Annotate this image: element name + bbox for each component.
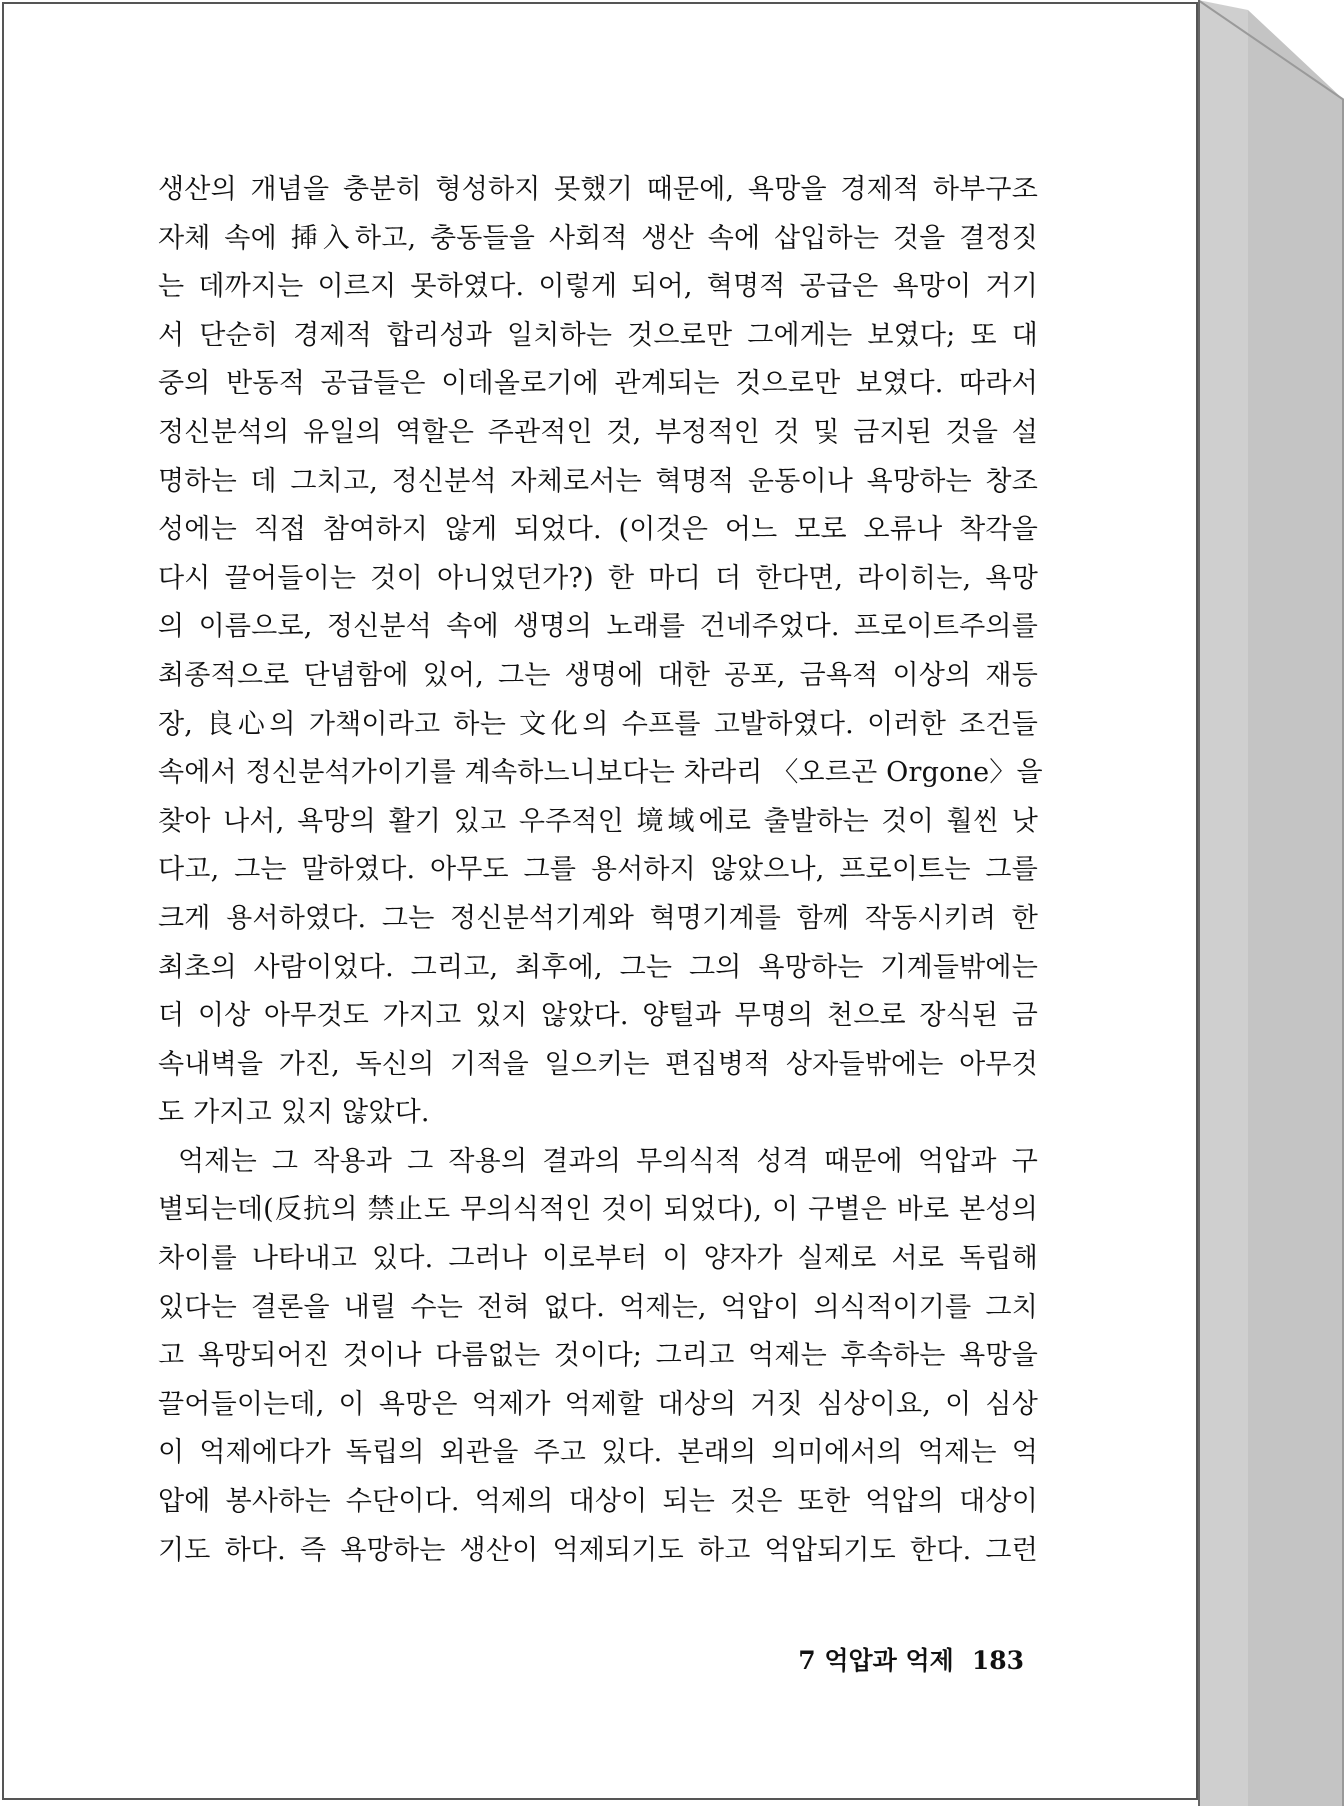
footer-chapter-title: 7 억압과 억제 bbox=[798, 1646, 954, 1675]
text-line: 서 단순히 경제적 합리성과 일치하는 것으로만 그에게는 보였다; 또 대 bbox=[158, 319, 1038, 351]
text-line: 의 이름으로, 정신분석 속에 생명의 노래를 건네주었다. 프로이트주의를 bbox=[158, 611, 1038, 643]
text-line: 기도 하다. 즉 욕망하는 생산이 억제되기도 하고 억압되기도 한다. 그런 bbox=[158, 1534, 1038, 1566]
body-text bbox=[158, 166, 1043, 1575]
text-line: 압에 봉사하는 수단이다. 억제의 대상이 되는 것은 또한 억압의 대상이 bbox=[158, 1486, 1038, 1518]
text-line: 속내벽을 가진, 독신의 기적을 일으키는 편집병적 상자들밖에는 아무것 bbox=[158, 1048, 1038, 1080]
text-line: 장, 良心의 가책이라고 하는 文化의 수프를 고발하였다. 이러한 조건들 bbox=[158, 708, 1038, 740]
text-line: 생산의 개념을 충분히 형성하지 못했기 때문에, 욕망을 경제적 하부구조 bbox=[158, 174, 1038, 205]
text-line: 찾아 나서, 욕망의 활기 있고 우주적인 境域에로 출발하는 것이 훨씬 낫 bbox=[158, 805, 1038, 837]
text-line: 고 욕망되어진 것이나 다름없는 것이다; 그리고 억제는 후속하는 욕망을 bbox=[158, 1340, 1038, 1372]
text-line: 는 데까지는 이르지 못하였다. 이렇게 되어, 혁명적 공급은 욕망이 거기 bbox=[158, 271, 1038, 303]
text-line: 이 억제에다가 독립의 외관을 주고 있다. 본래의 의미에서의 억제는 억 bbox=[158, 1437, 1038, 1469]
text-line: 있다는 결론을 내릴 수는 전혀 없다. 억제는, 억압이 의식적이기를 그치 bbox=[158, 1291, 1038, 1323]
page-number: 183 bbox=[971, 1646, 1024, 1675]
text-line: 더 이상 아무것도 가지고 있지 않았다. 양털과 무명의 천으로 장식된 금 bbox=[158, 1000, 1038, 1032]
book-edge-shadow bbox=[1198, 0, 1344, 1806]
text-line: 성에는 직접 참여하지 않게 되었다. (이것은 어느 모로 오류나 착각을 bbox=[158, 514, 1038, 546]
text-line: 다시 끌어들이는 것이 아니었던가?) 한 마디 더 한다면, 라이히는, 욕망 bbox=[158, 562, 1038, 594]
text-line: 차이를 나타내고 있다. 그러나 이로부터 이 양자가 실제로 서로 독립해 bbox=[158, 1243, 1038, 1275]
text-line: 명하는 데 그치고, 정신분석 자체로서는 혁명적 운동이나 욕망하는 창조 bbox=[158, 465, 1038, 497]
text-line: 정신분석의 유일의 역할은 주관적인 것, 부정적인 것 및 금지된 것을 설 bbox=[158, 416, 1038, 448]
text-line: 속에서 정신분석가이기를 계속하느니보다는 차라리 〈오르곤 Orgone〉을 bbox=[158, 757, 1043, 789]
text-line: 최초의 사람이었다. 그리고, 최후에, 그는 그의 욕망하는 기계들밖에는 bbox=[158, 951, 1038, 983]
text-line: 크게 용서하였다. 그는 정신분석기계와 혁명기계를 함께 작동시키려 한 bbox=[158, 902, 1038, 934]
text-line: 별되는데(反抗의 禁止도 무의식적인 것이 되었다), 이 구별은 바로 본성의 bbox=[158, 1194, 1038, 1226]
running-footer bbox=[784, 1641, 1024, 1677]
text-line: 중의 반동적 공급들은 이데올로기에 관계되는 것으로만 보였다. 따라서 bbox=[158, 368, 1038, 400]
text-line: 도 가지고 있지 않았다. bbox=[158, 1097, 430, 1129]
text-line: 억제는 그 작용과 그 작용의 결과의 무의식적 성격 때문에 억압과 구 bbox=[178, 1145, 1038, 1177]
text-line: 끌어들이는데, 이 욕망은 억제가 억제할 대상의 거짓 심상이요, 이 심상 bbox=[158, 1388, 1038, 1420]
text-line: 최종적으로 단념함에 있어, 그는 생명에 대한 공포, 금욕적 이상의 재등 bbox=[158, 659, 1038, 691]
text-line: 다고, 그는 말하였다. 아무도 그를 용서하지 않았으나, 프로이트는 그를 bbox=[158, 854, 1038, 886]
book-page bbox=[2, 2, 1198, 1800]
text-line: 자체 속에 揷入하고, 충동들을 사회적 생산 속에 삽입하는 것을 결정짓 bbox=[158, 222, 1038, 254]
